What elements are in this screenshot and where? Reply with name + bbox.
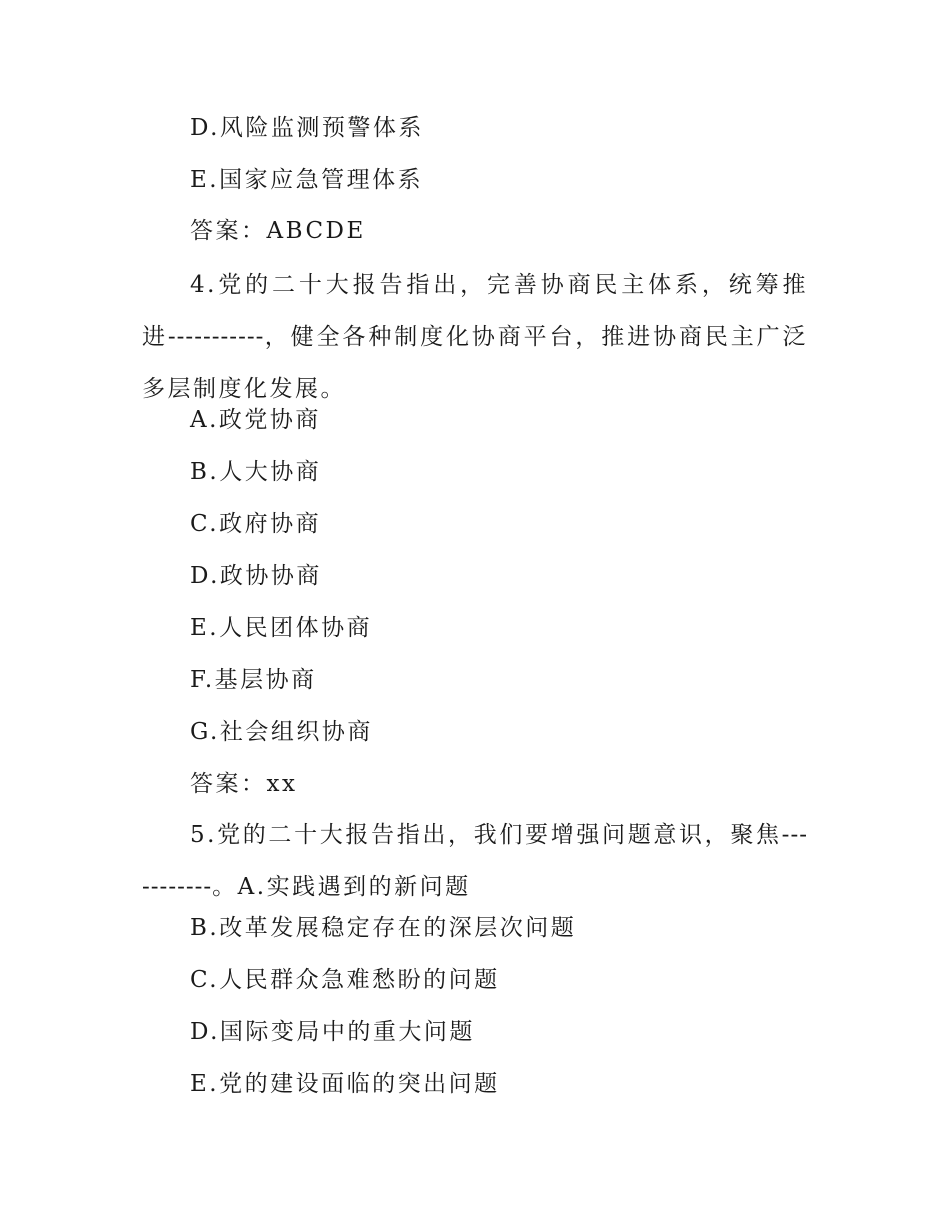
- q4-option-c: C.政府协商: [190, 511, 322, 537]
- q4-option-f: F.基层协商: [190, 667, 317, 693]
- q3-answer: 答案：ABCDE: [190, 218, 366, 244]
- q4-question-stem: [142, 259, 808, 415]
- q4-stem-before: 4.党的二十大报告指出，完善协商民主体系，统筹推进: [142, 272, 808, 350]
- q4-option-g: G.社会组织协商: [190, 719, 373, 745]
- q5-stem-before: 5.党的二十大报告指出，我们要增强问题意识，聚焦: [190, 822, 782, 848]
- q3-option-d: D.风险监测预警体系: [190, 115, 424, 141]
- q5-stem-after: 。A.实践遇到的新问题: [212, 874, 471, 900]
- q4-option-a: A.政党协商: [190, 407, 321, 433]
- q4-option-b: B.人大协商: [190, 459, 322, 485]
- q5-option-b: B.改革发展稳定存在的深层次问题: [190, 915, 577, 941]
- q5-blank: -----------: [142, 822, 808, 900]
- q5-question-stem: [142, 809, 808, 913]
- q4-stem-after: ，健全各种制度化协商平台，推进协商民主广泛多层制度化发展。: [142, 324, 809, 402]
- q5-option-c: C.人民群众急难愁盼的问题: [190, 967, 500, 993]
- q4-option-d: D.政协协商: [190, 563, 322, 589]
- q5-option-e: E.党的建设面临的突出问题: [190, 1071, 500, 1097]
- q4-blank: -----------: [167, 324, 265, 350]
- q4-option-e: E.人民团体协商: [190, 615, 373, 641]
- q5-option-d: D.国际变局中的重大问题: [190, 1019, 475, 1045]
- q3-option-e: E.国家应急管理体系: [190, 167, 424, 193]
- q4-answer: 答案：xx: [190, 771, 298, 797]
